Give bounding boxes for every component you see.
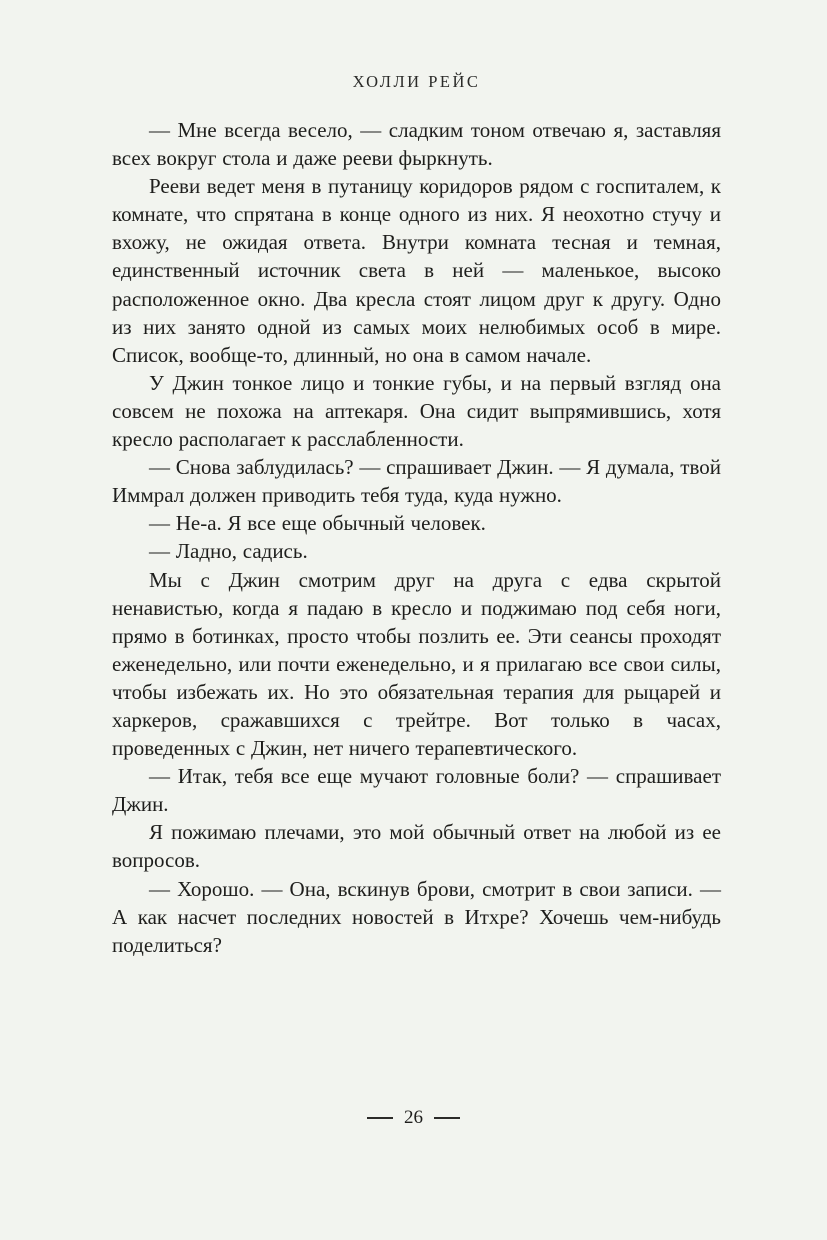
paragraph: Рееви ведет меня в путаницу коридоров рядом с госпиталем, к комнате, что спрятана в конце одного из них. Я неохотно стучу и вхожу, не ожидая ответа. Внутри комната тесная и темная, единственный источник света в ней — маленькое, высоко расположенное окно. Два кресла стоят лицом друг к другу. Одно из них занято одной из самых моих нелюбимых особ в мире. Список, вообще-то, длинный, но она в самом начале. xyxy=(112,174,721,367)
paragraph: — Ладно, садись. xyxy=(149,539,308,564)
text-block xyxy=(112,116,721,959)
paragraph: Я пожимаю плечами, это мой обычный ответ на любой из ее вопросов. xyxy=(112,820,721,873)
paragraph: — Не-а. Я все еще обычный человек. xyxy=(149,511,486,536)
paragraph: — Хорошо. — Она, вскинув брови, смотрит в свои записи. — А как насчет последних новостей в Итхре? Хочешь чем-нибудь поделиться? xyxy=(112,876,721,957)
page-number: 26 xyxy=(404,1107,423,1128)
paragraph: — Мне всегда весело, — сладким тоном отвечаю я, заставляя всех вокруг стола и даже рееви фыркнуть. xyxy=(112,118,721,171)
page-number-ornament-right xyxy=(434,1117,460,1119)
paragraph: — Итак, тебя все еще мучают головные боли? — спрашивает Джин. xyxy=(112,764,721,817)
paragraph: Мы с Джин смотрим друг на друга с едва скрытой ненавистью, когда я падаю в кресло и поджимаю под себя ноги, прямо в ботинках, просто чтобы позлить ее. Эти сеансы проходят еженедельно, или почти еженедельно, и я прилагаю все свои силы, чтобы избежать их. Но это обязательная терапия для рыцарей и харкеров, сражавшихся с трейтре. Вот только в часах, проведенных с Джин, нет ничего терапевтического. xyxy=(112,567,721,761)
running-head: ХОЛЛИ РЕЙС xyxy=(352,72,481,91)
page-footer xyxy=(0,1108,827,1127)
page-number-ornament-left xyxy=(367,1117,393,1119)
paragraph: — Снова заблудилась? — спрашивает Джин. — Я думала, твой Иммрал должен приводить тебя туда, куда нужно. xyxy=(112,455,721,508)
paragraph: У Джин тонкое лицо и тонкие губы, и на первый взгляд она совсем не похожа на аптекаря. Она сидит выпрямившись, хотя кресло располагает к расслабленности. xyxy=(112,370,721,452)
